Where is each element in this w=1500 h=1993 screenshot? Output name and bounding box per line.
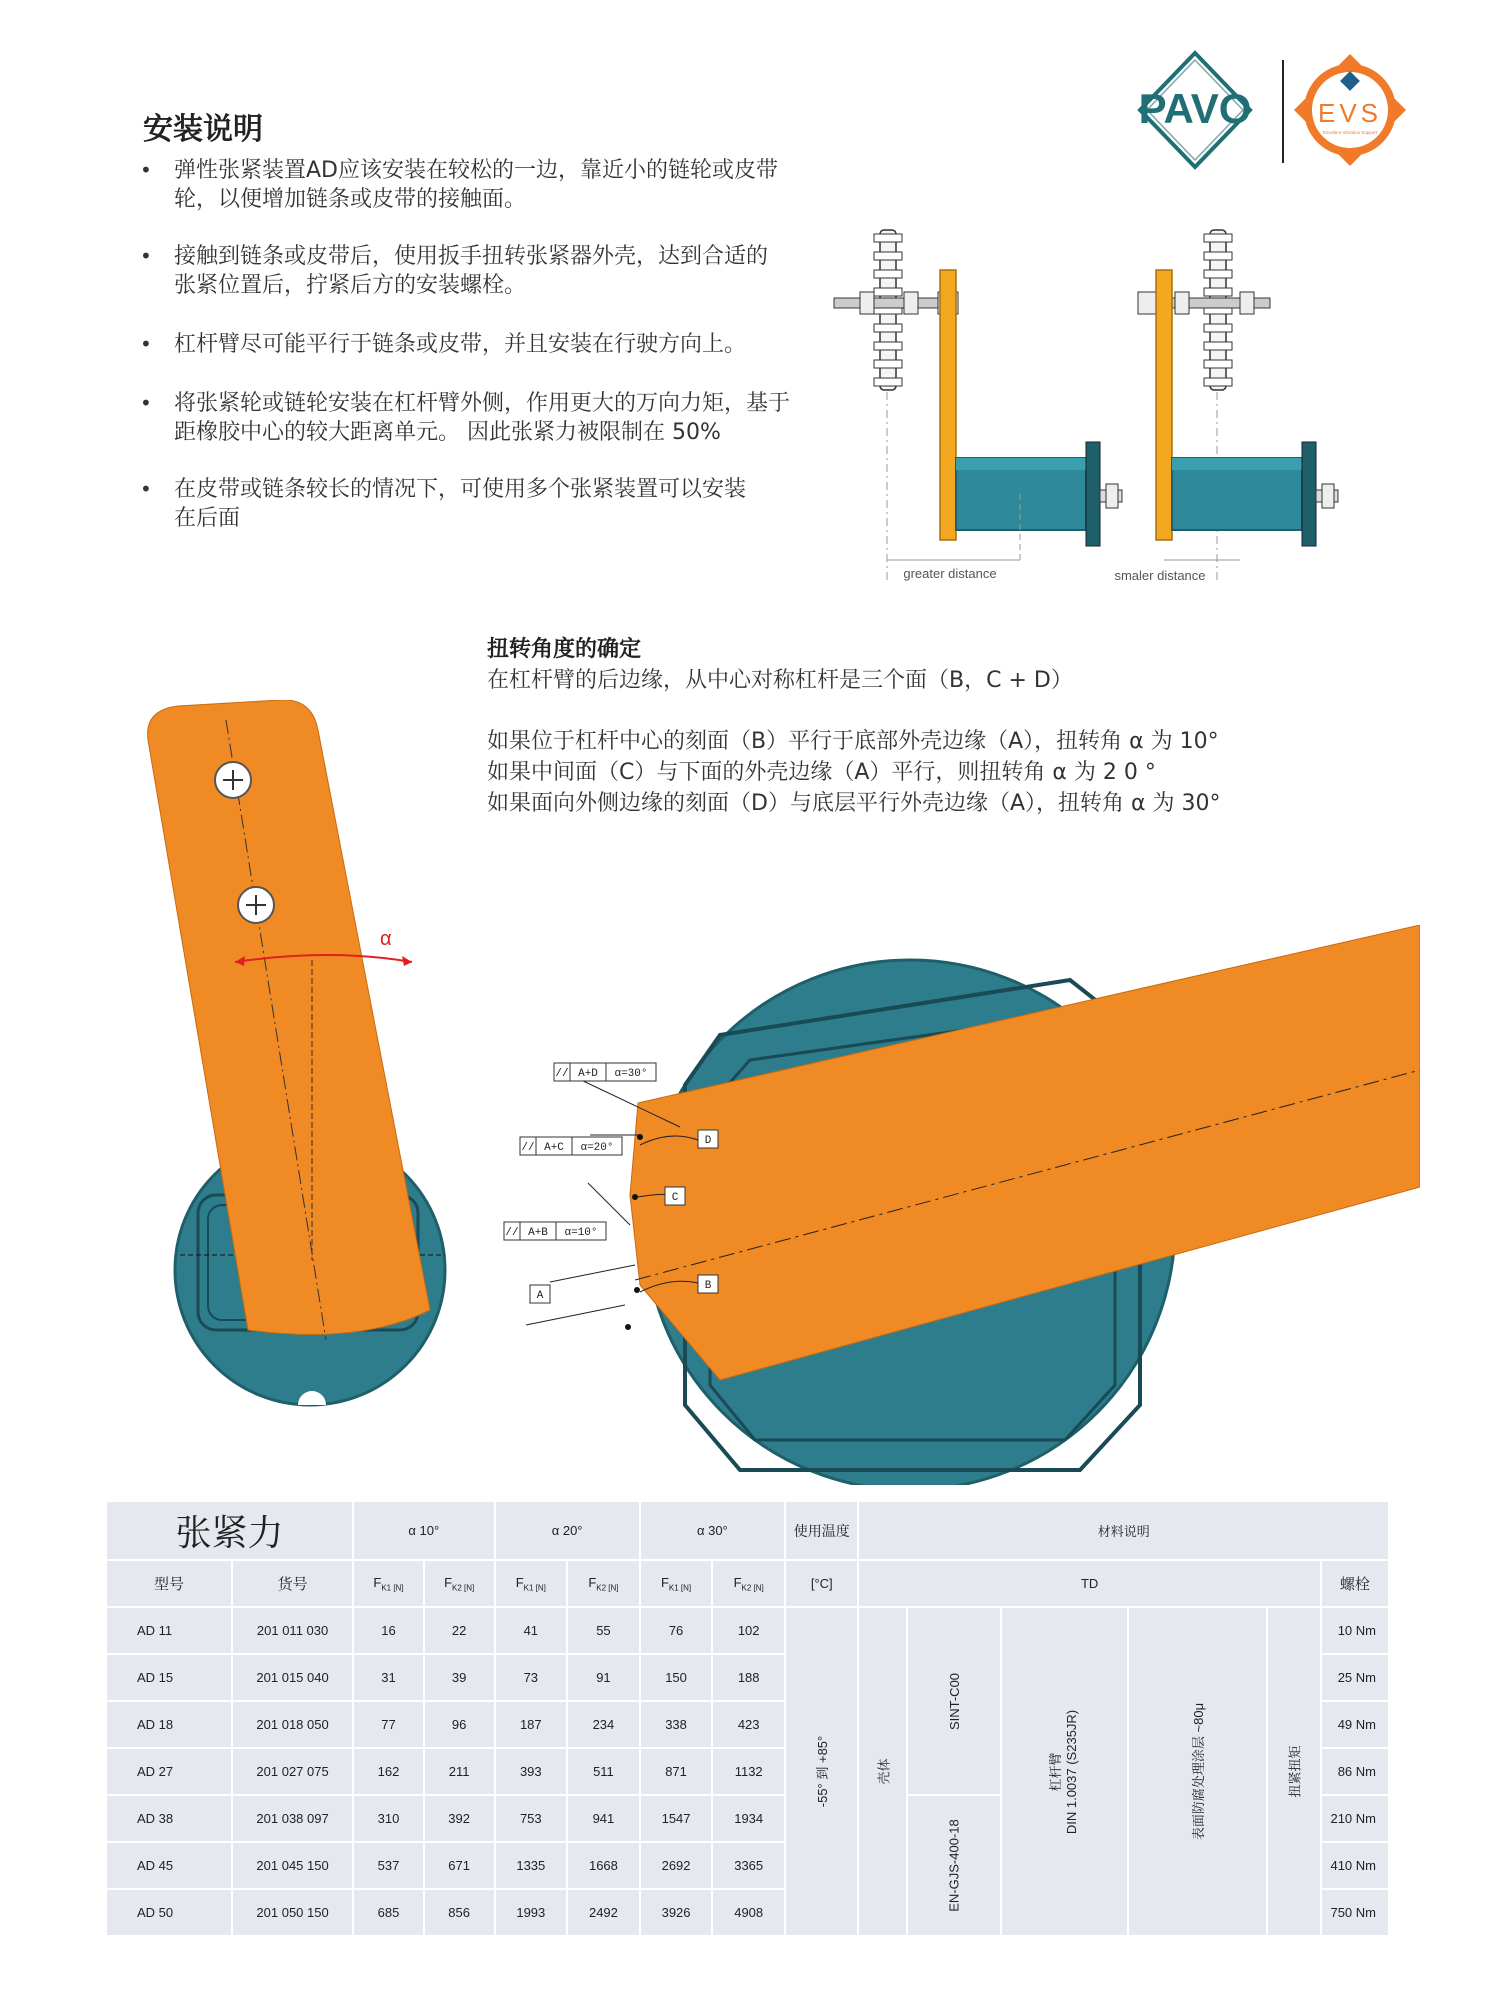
- cell-k1-30: 871: [641, 1749, 712, 1794]
- svg-text:A: A: [536, 1290, 544, 1302]
- cell-k2-10: 39: [425, 1655, 494, 1700]
- temp-range-cell: -55° 到 +85°: [786, 1608, 857, 1935]
- torsion-angle-intro: 在杠杆臂的后边缘，从中心对称杠杆是三个面（B，C + D）: [487, 668, 1073, 693]
- cell-bolt-torque: 25 Nm: [1322, 1655, 1388, 1700]
- model-col-header: 型号: [107, 1561, 231, 1606]
- callout-ref: A+D: [578, 1068, 598, 1080]
- table-title: 张紧力: [107, 1502, 352, 1559]
- cell-k2-20: 234: [568, 1702, 639, 1747]
- cell-part: 201 011 030: [233, 1608, 352, 1653]
- part-col-header: 货号: [233, 1561, 352, 1606]
- cell-k1-30: 338: [641, 1702, 712, 1747]
- cell-k2-30: 102: [713, 1608, 784, 1653]
- housing-material-top-cell: SINT-C00: [908, 1608, 1000, 1794]
- face-b-label: B: [704, 1280, 712, 1292]
- cell-k1-30: 1547: [641, 1796, 712, 1841]
- cell-k1-20: 187: [496, 1702, 567, 1747]
- cell-k2-20: 2492: [568, 1890, 639, 1935]
- cell-k2-10: 392: [425, 1796, 494, 1841]
- left-assembly: [834, 230, 1122, 581]
- fk1-header: $F_{K1 [N]}$: [354, 1561, 423, 1606]
- callout-a-plus-c: [520, 1137, 622, 1155]
- fk2-header: $F_{K2 [N]}$: [568, 1561, 639, 1606]
- bolt-header: 螺栓: [1322, 1561, 1388, 1606]
- evs-logo-text: EVS: [1317, 98, 1383, 128]
- cell-k2-20: 55: [568, 1608, 639, 1653]
- callout-ref: A+C: [544, 1142, 564, 1154]
- callout-angle: α=20°: [580, 1142, 614, 1154]
- torsion-angle-para-b: 如果位于杠杆中心的刻面（B）平行于底部外壳边缘（A），扭转角 α 为 10°: [487, 729, 1219, 754]
- cell-k2-10: 22: [425, 1608, 494, 1653]
- housing-material-bottom-cell: EN-GJS-400-18: [908, 1796, 1000, 1935]
- cell-k1-30: 76: [641, 1608, 712, 1653]
- cell-k2-30: 4908: [713, 1890, 784, 1935]
- lever-angle-diagram: [130, 700, 490, 1410]
- instruction-item: • 将张紧轮或链轮安装在杠杆臂外侧，作用更大的万向力矩，基于距橡胶中心的较大距离单元。 因此张紧力被限制在 50%: [140, 389, 790, 447]
- cell-model: AD 38: [107, 1796, 231, 1841]
- cell-k1-30: 150: [641, 1655, 712, 1700]
- datum-a: [530, 1285, 550, 1303]
- fk2-header: $F_{K2 [N]}$: [425, 1561, 494, 1606]
- pavo-logo-text: PAVO: [1138, 85, 1252, 132]
- housing-cell: 壳体: [859, 1608, 905, 1935]
- material-header: 材料说明: [859, 1502, 1388, 1559]
- cell-k1-30: 3926: [641, 1890, 712, 1935]
- housing-face-diagram: [490, 925, 1420, 1485]
- cell-model: AD 45: [107, 1843, 231, 1888]
- cell-part: 201 050 150: [233, 1890, 352, 1935]
- parallel-symbol: //: [505, 1227, 519, 1239]
- cell-k2-10: 211: [425, 1749, 494, 1794]
- cell-bolt-torque: 410 Nm: [1322, 1843, 1388, 1888]
- surface-treatment-cell: 表面防腐处理涂层 ~80μ: [1129, 1608, 1266, 1935]
- cell-k1-10: 162: [354, 1749, 423, 1794]
- torque-cell: 扭紧扭矩: [1268, 1608, 1320, 1935]
- cell-k2-10: 96: [425, 1702, 494, 1747]
- evs-tagline: Excellent Vibration Support: [1322, 130, 1378, 135]
- cell-k2-30: 423: [713, 1702, 784, 1747]
- callout-ref: A+B: [528, 1227, 548, 1239]
- callout-angle: α=30°: [614, 1068, 648, 1080]
- cell-k1-10: 537: [354, 1843, 423, 1888]
- cell-model: AD 18: [107, 1702, 231, 1747]
- cell-k2-30: 3365: [713, 1843, 784, 1888]
- cell-k2-30: 1934: [713, 1796, 784, 1841]
- cell-part: 201 027 075: [233, 1749, 352, 1794]
- cell-model: AD 11: [107, 1608, 231, 1653]
- face-c-label: C: [671, 1192, 679, 1204]
- angle-20-header: α 20°: [496, 1502, 639, 1559]
- torsion-angle-para-d: 如果面向外侧边缘的刻面（D）与底层平行外壳边缘（A），扭转角 α 为 30°: [487, 791, 1221, 816]
- cell-k1-30: 2692: [641, 1843, 712, 1888]
- cell-k2-30: 188: [713, 1655, 784, 1700]
- cell-k1-10: 77: [354, 1702, 423, 1747]
- install-distance-diagram: [830, 220, 1360, 600]
- cell-bolt-torque: 49 Nm: [1322, 1702, 1388, 1747]
- right-assembly: [1114, 230, 1338, 583]
- lever-arm-cell: 杠杆臂 DIN 1.0037 (S235JR): [1002, 1608, 1126, 1935]
- temp-header: 使用温度: [786, 1502, 857, 1559]
- fk1-header: $F_{K1 [N]}$: [496, 1561, 567, 1606]
- install-instructions-list: [140, 156, 790, 561]
- smaller-distance-label: smaler distance: [1114, 568, 1206, 583]
- td-header: TD: [859, 1561, 1319, 1606]
- fk2-header: $F_{K2 [N]}$: [713, 1561, 784, 1606]
- cell-part: 201 018 050: [233, 1702, 352, 1747]
- cell-k1-10: 310: [354, 1796, 423, 1841]
- cell-bolt-torque: 86 Nm: [1322, 1749, 1388, 1794]
- callout-a-plus-b: [504, 1222, 606, 1240]
- cell-k2-20: 91: [568, 1655, 639, 1700]
- torsion-angle-heading: 扭转角度的确定: [487, 637, 642, 662]
- cell-k1-10: 685: [354, 1890, 423, 1935]
- cell-k2-10: 671: [425, 1843, 494, 1888]
- cell-model: AD 15: [107, 1655, 231, 1700]
- instruction-item: • 接触到链条或皮带后，使用扳手扭转张紧器外壳，达到合适的张紧位置后，拧紧后方的安装螺栓。: [140, 242, 780, 300]
- cell-k2-20: 511: [568, 1749, 639, 1794]
- temp-unit-header: [°C]: [786, 1561, 857, 1606]
- cell-k1-20: 41: [496, 1608, 567, 1653]
- cell-k1-10: 16: [354, 1608, 423, 1653]
- cell-k2-20: 941: [568, 1796, 639, 1841]
- cell-k1-20: 1993: [496, 1890, 567, 1935]
- cell-bolt-torque: 10 Nm: [1322, 1608, 1388, 1653]
- callout-a-plus-d: [554, 1063, 656, 1081]
- cell-k2-10: 856: [425, 1890, 494, 1935]
- cell-bolt-torque: 210 Nm: [1322, 1796, 1388, 1841]
- alpha-label: α: [380, 928, 392, 950]
- angle-10-header: α 10°: [354, 1502, 493, 1559]
- cell-part: 201 038 097: [233, 1796, 352, 1841]
- face-d-label: D: [704, 1135, 712, 1147]
- pavo-evs-logo: [1135, 48, 1410, 173]
- angle-30-header: α 30°: [641, 1502, 784, 1559]
- instruction-item: • 弹性张紧装置AD应该安装在较松的一边，靠近小的链轮或皮带轮，以便增加链条或皮带的接触面。: [140, 156, 780, 214]
- page-title: 安装说明: [143, 112, 263, 147]
- parallel-symbol: //: [521, 1142, 535, 1154]
- greater-distance-label: greater distance: [903, 566, 997, 581]
- cell-bolt-torque: 750 Nm: [1322, 1890, 1388, 1935]
- cell-model: AD 27: [107, 1749, 231, 1794]
- tension-force-table: [105, 1500, 1390, 1937]
- cell-k1-20: 73: [496, 1655, 567, 1700]
- callout-angle: α=10°: [564, 1227, 598, 1239]
- table-row: [107, 1608, 1388, 1653]
- cell-k2-20: 1668: [568, 1843, 639, 1888]
- cell-k2-30: 1132: [713, 1749, 784, 1794]
- fk1-header: $F_{K1 [N]}$: [641, 1561, 712, 1606]
- torsion-angle-para-c: 如果中间面（C）与下面的外壳边缘（A）平行，则扭转角 α 为 2 0 °: [487, 760, 1156, 785]
- torsion-angle-section: [487, 635, 1247, 819]
- cell-k1-20: 753: [496, 1796, 567, 1841]
- instruction-item: • 杠杆臂尽可能平行于链条或皮带，并且安装在行驶方向上。: [140, 330, 780, 359]
- cell-part: 201 045 150: [233, 1843, 352, 1888]
- cell-part: 201 015 040: [233, 1655, 352, 1700]
- cell-model: AD 50: [107, 1890, 231, 1935]
- cell-k1-20: 393: [496, 1749, 567, 1794]
- parallel-symbol: //: [555, 1068, 569, 1080]
- cell-k1-20: 1335: [496, 1843, 567, 1888]
- instruction-item: • 在皮带或链条较长的情况下，可使用多个张紧装置可以安装在后面: [140, 475, 760, 533]
- cell-k1-10: 31: [354, 1655, 423, 1700]
